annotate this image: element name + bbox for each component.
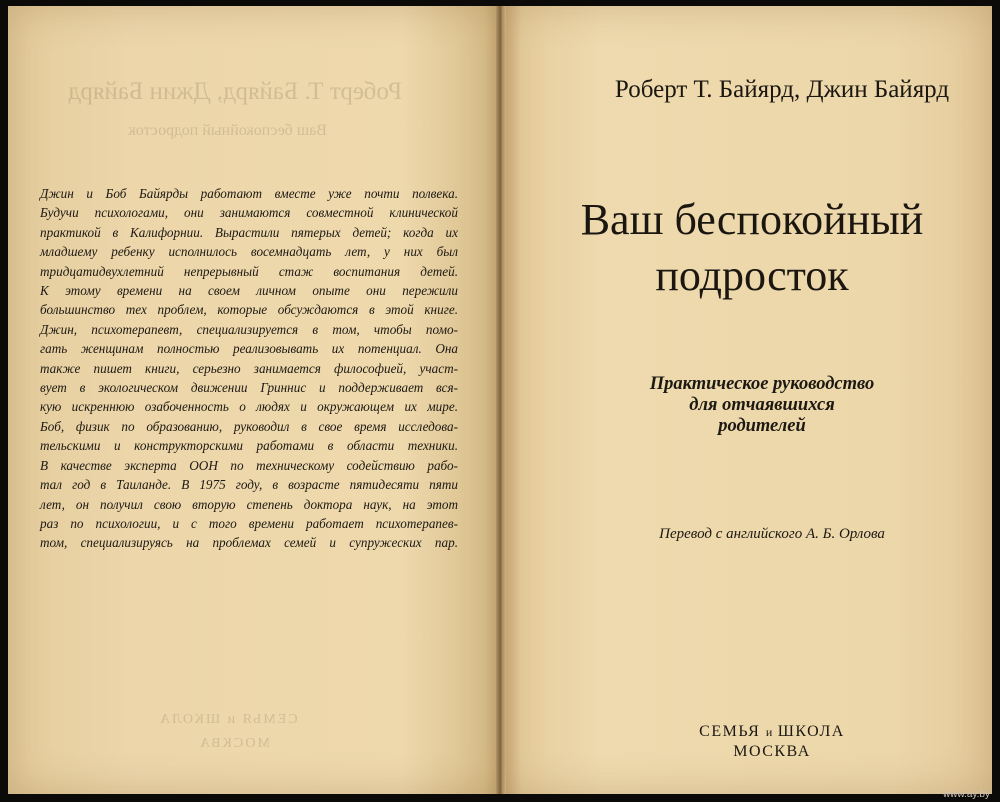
title-line-1: Ваш беспокойный — [580, 195, 924, 244]
bio-line: Будучи психологами, они занимаются совместной клинической — [40, 205, 458, 221]
publisher-name-a: СЕМЬЯ — [699, 723, 761, 740]
bio-line: младшему ребенку исполнилось восемнадцать лет, у них был — [40, 244, 458, 260]
bio-line: гать женщинам полностью реализовывать их потенциал. Она — [40, 341, 458, 357]
translation-credit: Перевод с английского А. Б. Орлова — [659, 526, 885, 542]
bio-line: В качестве эксперта ООН по техническому содействию рабо- — [40, 457, 458, 473]
bio-line: тельскими и конструкторскими работами в области техники. — [40, 438, 458, 454]
subtitle-line-3: родителей — [718, 416, 806, 436]
bio-line: Джин, психотерапевт, специализируется в том, чтобы помо- — [40, 321, 458, 337]
bio-line: практикой в Калифорнии. Вырастили пятерых детей; когда их — [40, 224, 458, 240]
bio-line: лет, он получил свою вторую степень доктора наук, на этот — [40, 496, 458, 512]
bio-line: Боб, физик по образованию, руководил в свое время исследова- — [40, 418, 458, 434]
bio-line: кую искреннюю озабоченность о людях и окружающем их мире. — [40, 399, 458, 415]
bio-line: К этому времени на своем личном опыте они пережили — [40, 283, 458, 299]
publisher — [662, 722, 882, 761]
subtitle — [602, 374, 922, 437]
bio-line: также пишет книги, серьезно занимается философией, участ- — [40, 360, 458, 376]
book-gutter — [496, 6, 506, 794]
book-title — [542, 192, 962, 304]
subtitle-line-1: Практическое руководство — [649, 374, 875, 394]
bio-line: вует в экологическом движении Гриннис и поддерживает вся- — [40, 380, 458, 396]
title-line-2: подросток — [655, 251, 849, 300]
subtitle-line-2: для отчаявшихся — [689, 395, 835, 415]
bio-line: большинство тех проблем, которые обсуждаются в этой книге. — [40, 302, 458, 318]
bleed-through-publisher: СЕМЬЯ и ШКОЛА — [158, 712, 298, 727]
bio-line: тал год в Таиланде. В 1975 году, в возрасте пятидесяти пяти — [40, 477, 458, 493]
author-biography — [40, 184, 458, 553]
left-page — [8, 6, 500, 794]
bio-line: раз по психологии, и с того времени работает психотерапев- — [40, 515, 458, 531]
publisher-and: и — [765, 725, 773, 739]
watermark: www.ay.by — [942, 789, 990, 800]
book-spread — [8, 6, 992, 794]
bleed-through-authors: Роберт Т. Байярд, Джин Байярд — [68, 78, 403, 105]
publisher-name-b: ШКОЛА — [777, 723, 845, 740]
publisher-city: МОСКВА — [733, 743, 811, 760]
bleed-through-title: Ваш беспокойный подросток — [128, 122, 327, 139]
bleed-through-city: МОСКВА — [198, 736, 270, 751]
right-page — [502, 6, 992, 794]
authors: Роберт Т. Байярд, Джин Байярд — [614, 76, 950, 103]
bio-line: тридцатидвухлетний непрерывный стаж воспитания детей. — [40, 263, 458, 279]
bio-line: том, специализируясь на проблемах семей и супружеских пар. — [40, 535, 458, 551]
bio-line: Джин и Боб Байярды работают вместе уже почти полвека. — [40, 186, 458, 201]
